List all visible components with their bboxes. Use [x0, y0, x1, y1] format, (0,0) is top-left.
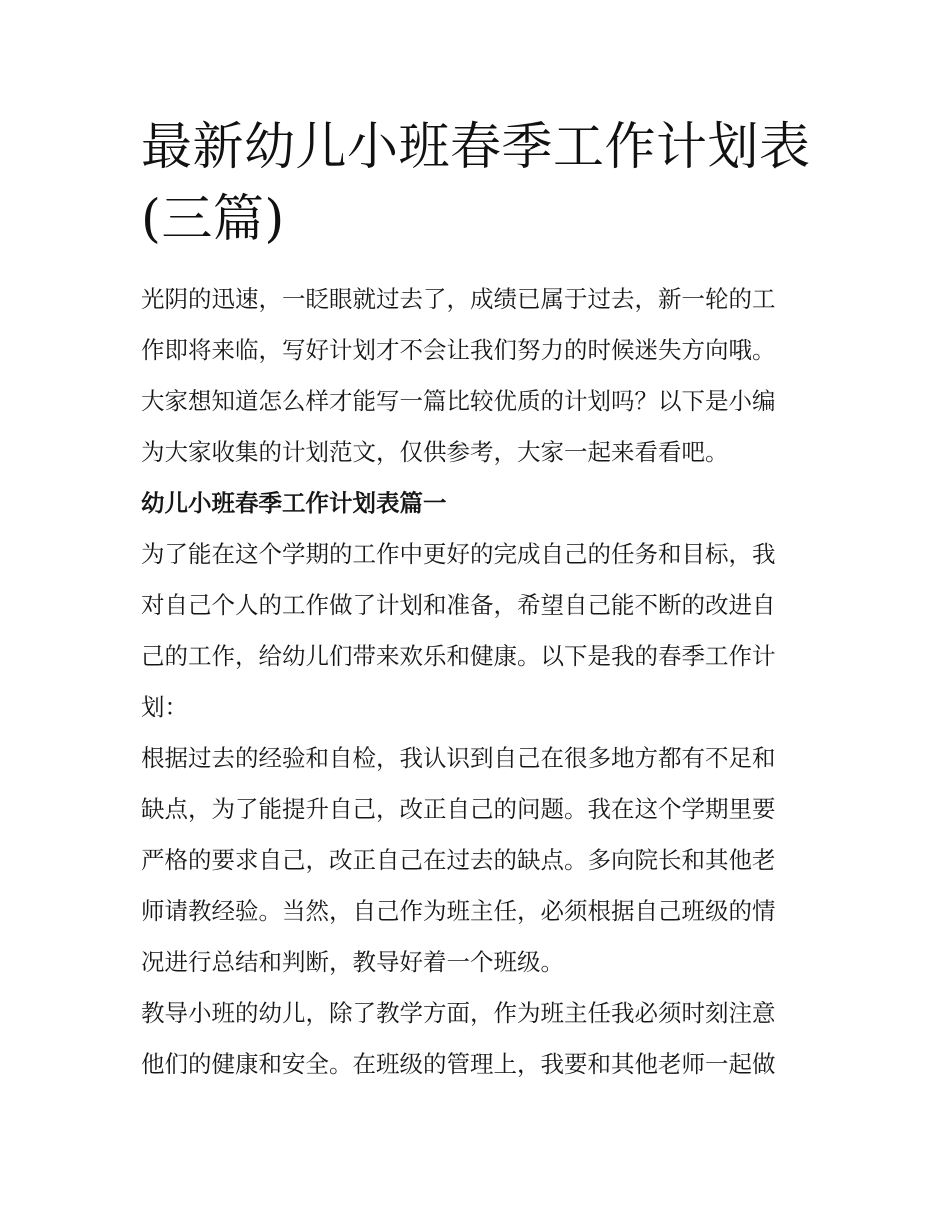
text-line: 为大家收集的计划范文，仅供参考，大家一起来看看吧。	[141, 438, 729, 466]
document-title	[141, 112, 813, 256]
document-body	[141, 274, 813, 1090]
paragraph-2	[141, 733, 813, 988]
document-content	[141, 112, 813, 1090]
text-line: 缺点，为了能提升自己，改正自己的问题。我在这个学期里要	[141, 795, 776, 823]
text-line: 己的工作，给幼儿们带来欢乐和健康。以下是我的春季工作计	[141, 642, 776, 670]
text-line: 大家想知道怎么样才能写一篇比较优质的计划吗？以下是小编	[141, 387, 776, 415]
paragraph-1	[141, 529, 813, 733]
title-line: (三篇)	[141, 190, 285, 249]
text-line: 他们的健康和安全。在班级的管理上，我要和其他老师一起做	[141, 1050, 776, 1078]
text-line: 教导小班的幼儿，除了教学方面，作为班主任我必须时刻注意	[141, 999, 776, 1027]
title-line: 最新幼儿小班春季工作计划表	[141, 118, 811, 177]
text-line: 作即将来临，写好计划才不会让我们努力的时候迷失方向哦。	[141, 336, 776, 364]
text-line: 为了能在这个学期的工作中更好的完成自己的任务和目标，我	[141, 540, 776, 568]
text-line: 根据过去的经验和自检，我认识到自己在很多地方都有不足和	[141, 744, 776, 772]
text-line: 况进行总结和判断，教导好着一个班级。	[141, 948, 564, 976]
text-line: 划：	[141, 693, 188, 721]
text-line: 严格的要求自己，改正自己在过去的缺点。多向院长和其他老	[141, 846, 776, 874]
intro-paragraph	[141, 274, 813, 478]
text-line: 师请教经验。当然，自己作为班主任，必须根据自己班级的情	[141, 897, 776, 925]
section-heading: 幼儿小班春季工作计划表篇一	[141, 489, 447, 517]
paragraph-3	[141, 988, 813, 1090]
text-line: 对自己个人的工作做了计划和准备，希望自己能不断的改进自	[141, 591, 776, 619]
text-line: 光阴的迅速，一眨眼就过去了，成绩已属于过去，新一轮的工	[141, 285, 776, 313]
